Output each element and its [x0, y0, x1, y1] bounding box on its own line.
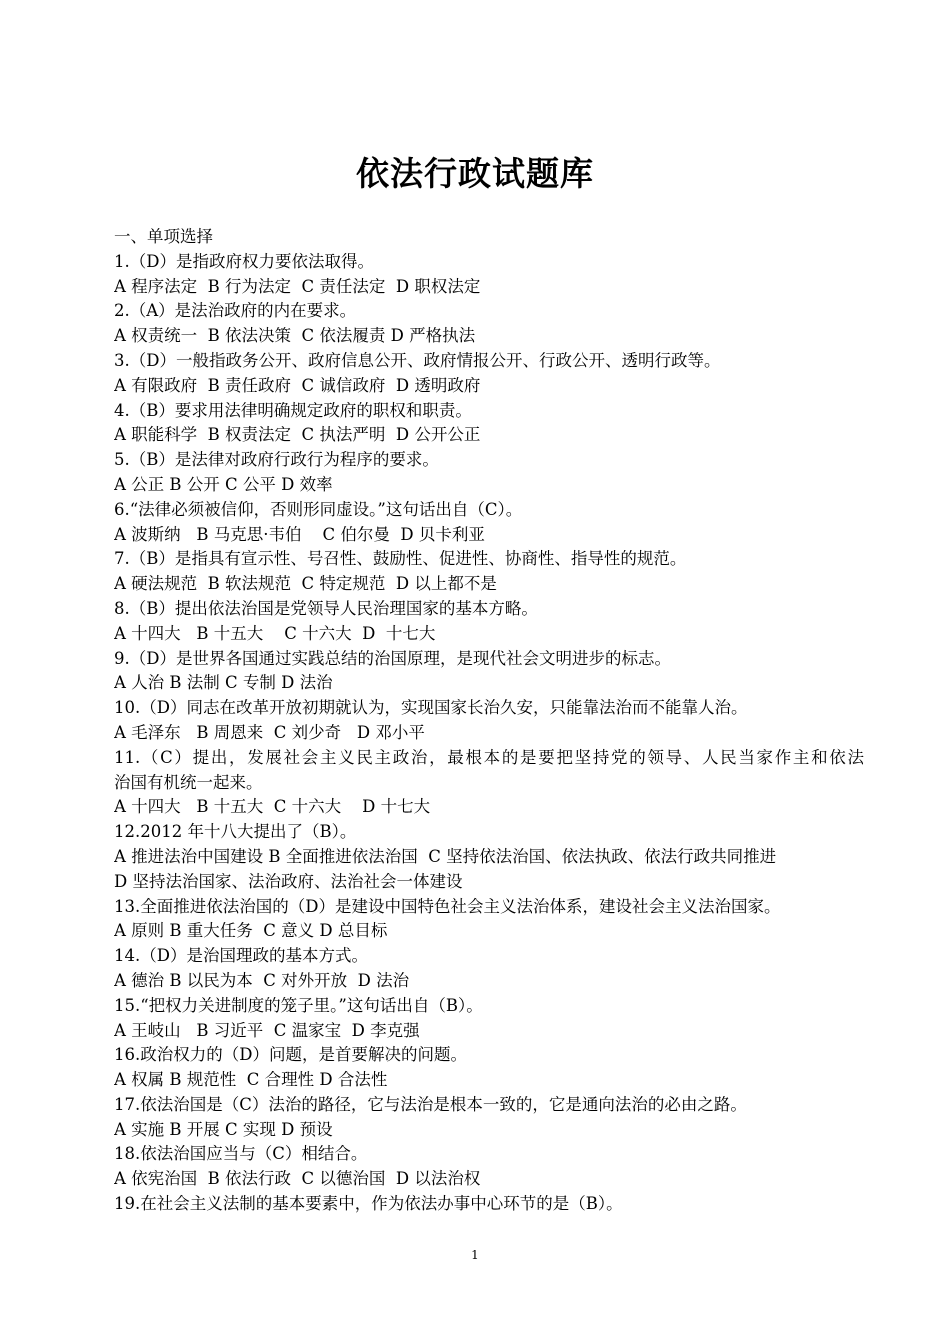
question-text: 5.（B）是法律对政府行政行为程序的要求。 [114, 450, 439, 470]
answer-options: A 实施 B 开展 C 实现 D 预设 [114, 1119, 333, 1139]
question-text: 7.（B）是指具有宣示性、号召性、鼓励性、促进性、协商性、指导性的规范。 [114, 549, 687, 569]
question-text: 10.（D）同志在改革开放初期就认为，实现国家长治久安，只能靠法治而不能靠人治。 [114, 698, 748, 718]
question-text: 15.“把权力关进制度的笼子里。”这句话出自（B）。 [114, 995, 483, 1015]
question-text: 18.依法治国应当与（C）相结合。 [114, 1144, 368, 1164]
answer-options: A 依宪治国 B 依法行政 C 以德治国 D 以法治权 [114, 1169, 481, 1189]
question-text: 11.（C）提出，发展社会主义民主政治，最根本的是要把坚持党的领导、人民当家作主和依法 [114, 747, 864, 767]
question-text: 14.（D）是治国理政的基本方式。 [114, 946, 368, 966]
question-text: 8.（B）提出依法治国是党领导人民治理国家的基本方略。 [114, 598, 538, 618]
question-text: 1.（D）是指政府权力要依法取得。 [114, 251, 374, 271]
page-number: 1 [471, 1248, 479, 1262]
question-text: 16.政治权力的（D）问题，是首要解决的问题。 [114, 1045, 467, 1065]
answer-options: A 职能科学 B 权责法定 C 执法严明 D 公开公正 [114, 425, 481, 445]
question-text: 3.（D）一般指政务公开、政府信息公开、政府情报公开、行政公开、透明行政等。 [114, 350, 721, 370]
question-text: 2.（A）是法治政府的内在要求。 [114, 301, 357, 321]
answer-options: A 公正 B 公开 C 公平 D 效率 [114, 474, 333, 494]
answer-options: A 程序法定 B 行为法定 C 责任法定 D 职权法定 [114, 276, 481, 296]
answer-options: A 毛泽东 B 周恩来 C 刘少奇 D 邓小平 [114, 722, 425, 742]
question-text-continued: 治国有机统一起来。 [114, 772, 263, 792]
document-body [114, 225, 864, 1217]
section-heading: 一、单项选择 [114, 227, 213, 246]
answer-options: A 王岐山 B 习近平 C 温家宝 D 李克强 [114, 1020, 420, 1040]
answer-options: A 十四大 B 十五大 C 十六大 D 十七大 [114, 797, 431, 817]
answer-options: A 德治 B 以民为本 C 对外开放 D 法治 [114, 970, 410, 990]
answer-options: A 有限政府 B 责任政府 C 诚信政府 D 透明政府 [114, 375, 481, 395]
question-text: 17.依法治国是（C）法治的路径，它与法治是根本一致的，它是通向法治的必由之路。 [114, 1094, 747, 1114]
answer-options: A 人治 B 法制 C 专制 D 法治 [114, 673, 333, 693]
question-text: 12.2012 年十八大提出了（B）。 [114, 822, 357, 842]
question-text: 19.在社会主义法制的基本要素中，作为依法办事中心环节的是（B）。 [114, 1194, 623, 1214]
answer-options-continued: D 坚持法治国家、法治政府、法治社会一体建设 [114, 871, 463, 891]
answer-options: A 权属 B 规范性 C 合理性 D 合法性 [114, 1070, 388, 1090]
question-text: 9.（D）是世界各国通过实践总结的治国原理，是现代社会文明进步的标志。 [114, 648, 671, 668]
answer-options: A 波斯纳 B 马克思·韦伯 C 伯尔曼 D 贝卡利亚 [114, 524, 485, 544]
question-text: 13.全面推进依法治国的（D）是建设中国特色社会主义法治体系，建设社会主义法治国家。 [114, 896, 781, 916]
question-text: 6.“法律必须被信仰，否则形同虚设。”这句话出自（C）。 [114, 499, 523, 519]
answer-options: A 权责统一 B 依法决策 C 依法履责 D 严格执法 [114, 326, 476, 346]
answer-options: A 硬法规范 B 软法规范 C 特定规范 D 以上都不是 [114, 574, 497, 594]
document-title: 依法行政试题库 [356, 154, 594, 193]
answer-options: A 十四大 B 十五大 C 十六大 D 十七大 [114, 623, 436, 643]
question-text: 4.（B）要求用法律明确规定政府的职权和职责。 [114, 400, 472, 420]
answer-options: A 原则 B 重大任务 C 意义 D 总目标 [114, 921, 388, 941]
answer-options: A 推进法治中国建设 B 全面推进依法治国 C 坚持依法治国、依法执政、依法行政共同推进 [114, 846, 777, 866]
